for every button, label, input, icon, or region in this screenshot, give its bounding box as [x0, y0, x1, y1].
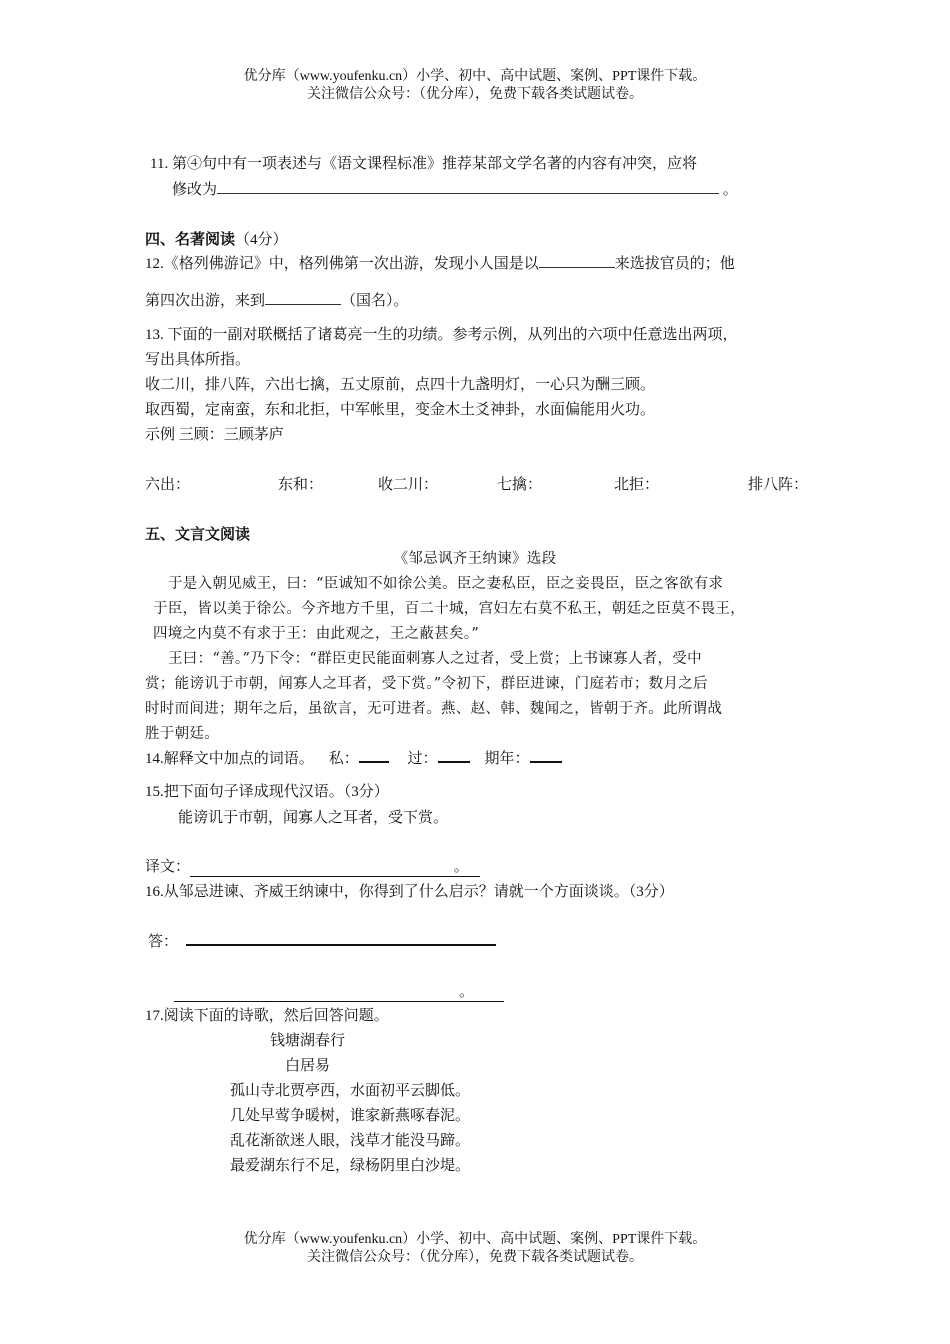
q11-suffix: 。 [722, 182, 738, 198]
q13-line-2: 写出具体所指。 [145, 352, 251, 368]
couplet-upper: 收二川，排八阵，六出七擒，五丈原前，点四十九盏明灯，一心只为酬三顾。 [145, 377, 656, 393]
passage-line-4: 王曰：“善。”乃下令：“群臣吏民能面刺寡人之过者，受上赏；上书谏寡人者，受中 [168, 651, 702, 667]
q14-blank-jinian[interactable] [530, 747, 562, 763]
q14-text: 14.解释文中加点的词语。 [145, 751, 314, 767]
q16-answer-blank-1[interactable] [186, 930, 496, 946]
q13-line-1: 13. 下面的一副对联概括了诸葛亮一生的功绩。参考示例，从列出的六项中任意选出两项， [145, 327, 738, 343]
q11-line-1: 11. 第④句中有一项表述与《语文课程标准》推荐某部文学名著的内容有冲突，应将 [150, 156, 697, 172]
q12-blank-1[interactable] [539, 253, 615, 268]
q16-answer-end: 。 [458, 984, 474, 1000]
q15-answer-label: 译文： [145, 859, 191, 875]
q13-item-donghe: 东和： [278, 477, 324, 493]
footer-line-2: 关注微信公众号：（优分库），免费下载各类试题试卷。 [307, 1250, 643, 1265]
q11-prefix: 修改为 [172, 182, 218, 198]
q15-answer [145, 855, 480, 877]
q13-item-liuchu: 六出： [145, 477, 191, 493]
q12-line-1 [145, 252, 735, 273]
q17-text: 17.阅读下面的诗歌，然后回答问题。 [145, 1008, 389, 1024]
passage-title: 《邹忌讽齐王纳谏》选段 [393, 551, 557, 567]
section-4-score: （4分） [235, 232, 288, 248]
section-4-title: 四、名著阅读 [145, 232, 236, 248]
q13-item-shouerchuan: 收二川： [378, 477, 439, 493]
q14-label-jinian: 期年： [484, 751, 530, 767]
q12-line-2 [145, 289, 409, 310]
poem-title: 钱塘湖春行 [270, 1033, 346, 1049]
q16-answer-blank-2[interactable] [174, 980, 504, 1002]
section-4-heading [145, 228, 288, 249]
q14-blank-guo[interactable] [438, 747, 470, 763]
q16-text: 16.从邹忌进谏、齐威王纳谏中，你得到了什么启示？请就一个方面谈谈。（3分） [145, 884, 674, 900]
poem-line-2: 几处早莺争暖树，谁家新燕啄春泥。 [230, 1108, 471, 1124]
q16-answer-line-1 [148, 930, 496, 951]
q13-item-paibazhen: 排八阵： [748, 477, 809, 493]
poem-line-1: 孤山寺北贾亭西，水面初平云脚低。 [230, 1083, 471, 1099]
passage-line-1: 于是入朝见威王，曰：“臣诚知不如徐公美。臣之妻私臣，臣之妾畏臣，臣之客欲有求 [168, 576, 724, 592]
passage-line-3: 四境之内莫不有求于王：由此观之，王之蔽甚矣。” [153, 626, 480, 642]
poem-line-3: 乱花渐欲迷人眼，浅草才能没马蹄。 [230, 1133, 471, 1149]
q11-line-2 [172, 178, 738, 199]
q15-answer-end: 。 [453, 859, 469, 875]
couplet-lower: 取西蜀，定南蛮，东和北拒，中军帐里，变金木土爻神卦，水面偏能用火功。 [145, 402, 656, 418]
q13-example: 示例 三顾：三顾茅庐 [145, 427, 284, 443]
q14-label-guo: 过： [407, 751, 438, 767]
passage-line-5: 赏；能谤讥于市朝，闻寡人之耳者，受下赏。”令初下，群臣进谏，门庭若市；数月之后 [145, 676, 708, 692]
section-5-title: 五、文言文阅读 [145, 527, 251, 543]
q15-text: 15.把下面句子译成现代汉语。（3分） [145, 784, 389, 800]
q11-answer-blank[interactable] [217, 179, 719, 194]
q16-answer-label: 答： [148, 934, 179, 950]
q12-part-2: 来选拔官员的；他 [614, 256, 735, 272]
q15-answer-blank[interactable] [190, 855, 480, 877]
q13-item-qiqin: 七擒： [497, 477, 543, 493]
q14-line [145, 747, 562, 768]
q12-part-4: （国名）。 [341, 293, 409, 309]
header-line-2: 关注微信公众号：（优分库），免费下载各类试题试卷。 [307, 87, 643, 102]
q15-sentence: 能谤讥于市朝，闻寡人之耳者，受下赏。 [178, 810, 449, 826]
passage-line-7: 胜于朝廷。 [145, 726, 219, 742]
passage-line-6: 时时而间进；期年之后，虽欲言，无可进者。燕、赵、韩、魏闻之，皆朝于齐。此所谓战 [145, 701, 723, 717]
q12-part-1: 12.《格列佛游记》中，格列佛第一次出游，发现小人国是以 [145, 256, 539, 272]
poem-author: 白居易 [285, 1058, 331, 1074]
poem-line-4: 最爱湖东行不足，绿杨阴里白沙堤。 [230, 1158, 471, 1174]
q14-label-si: 私： [328, 751, 359, 767]
q13-item-beiju: 北拒： [614, 477, 660, 493]
footer-line-1: 优分库（www.youfenku.cn）小学、初中、高中试题、案例、PPT课件下载。 [243, 1232, 707, 1247]
q12-blank-2[interactable] [265, 290, 341, 305]
q14-blank-si[interactable] [359, 747, 389, 763]
q12-part-3: 第四次出游，来到 [145, 293, 266, 309]
q16-answer-line-2 [174, 980, 504, 1002]
header-line-1: 优分库（www.youfenku.cn）小学、初中、高中试题、案例、PPT课件下载。 [243, 69, 707, 84]
passage-line-2: 于臣，皆以美于徐公。今齐地方千里，百二十城，宫妇左右莫不私王，朝廷之臣莫不畏王， [153, 601, 745, 617]
